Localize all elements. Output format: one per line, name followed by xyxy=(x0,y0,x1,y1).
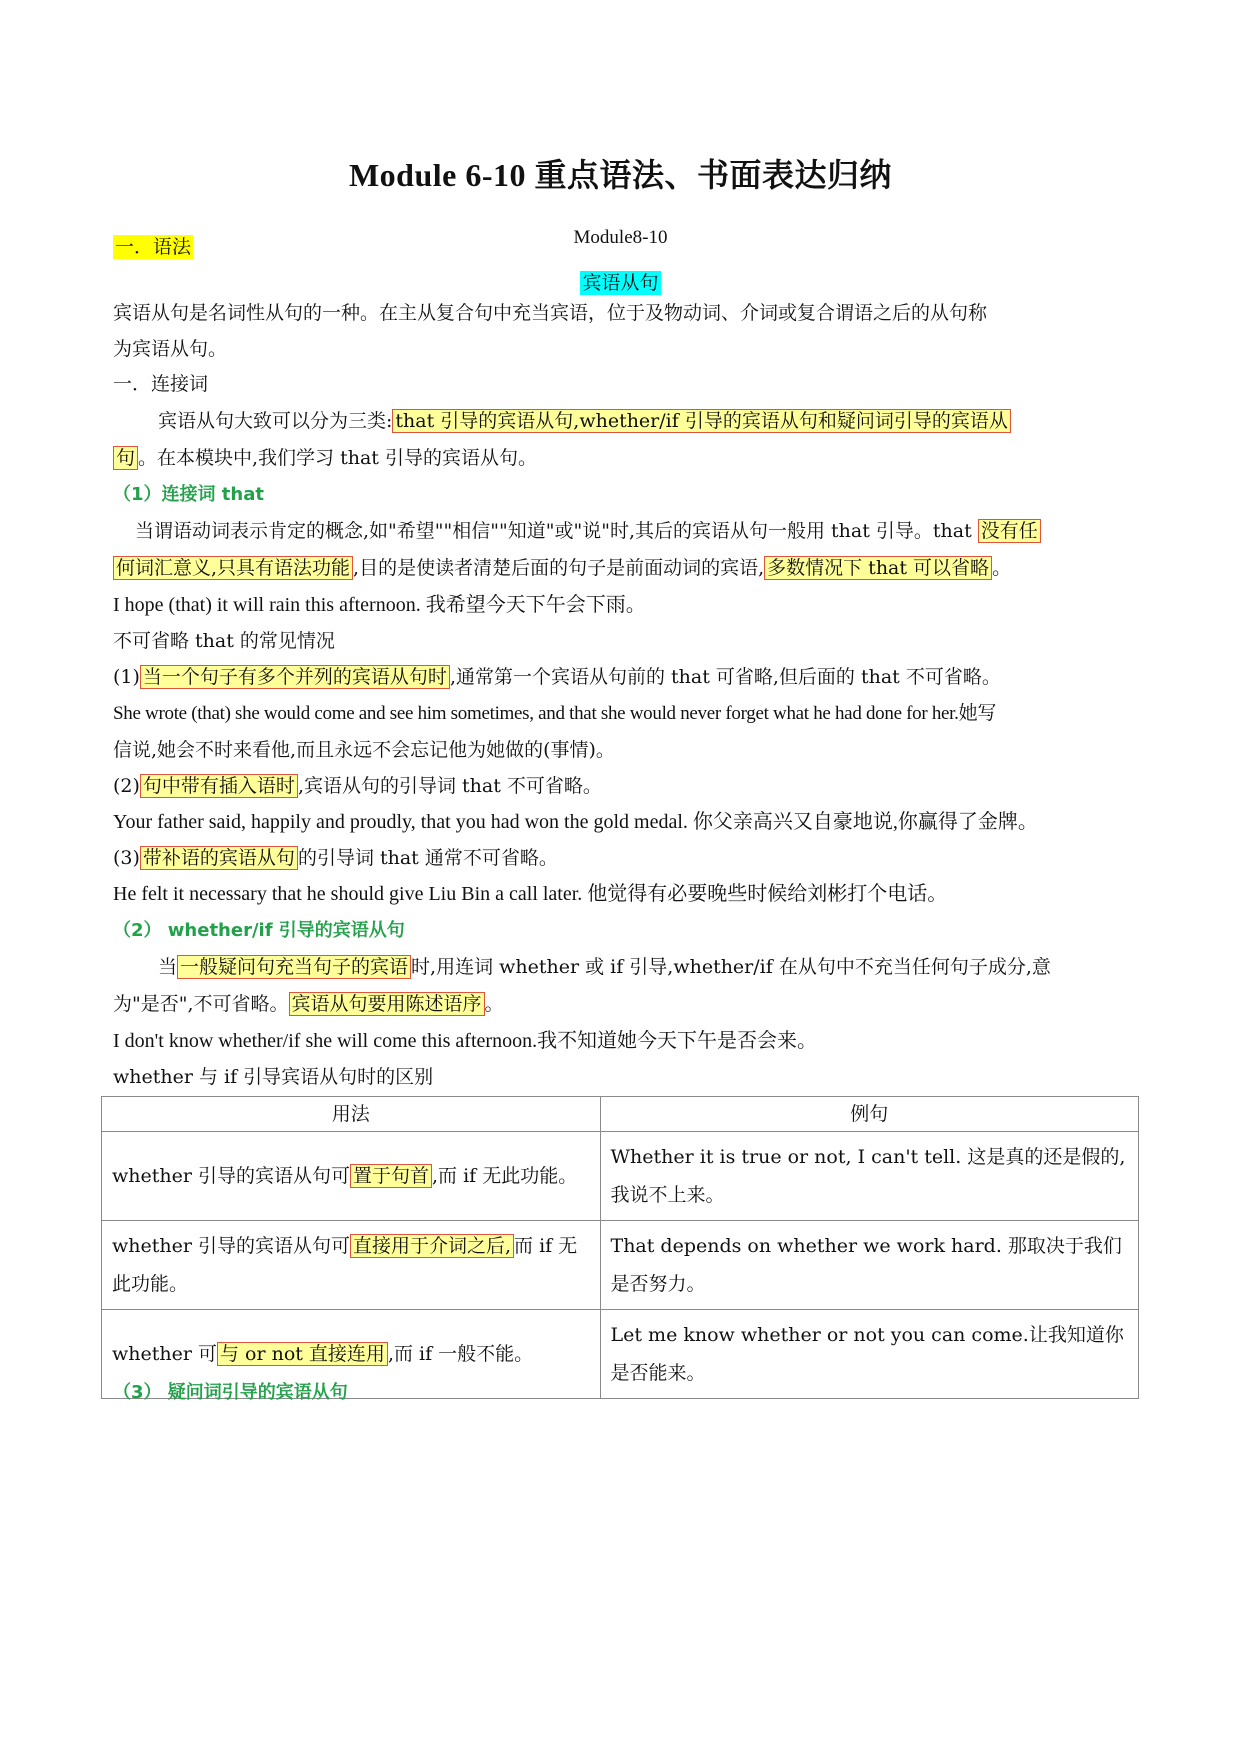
example-cell: Whether it is true or not, I can't tell. 这是真的还是假的,我说不上来。 xyxy=(600,1132,1138,1221)
case1-example-line-2: 信说,她会不时来看他,而且永远不会忘记他为她做的(事情)。 xyxy=(113,739,615,761)
cannot-omit-heading: 不可省略 that 的常见情况 xyxy=(113,630,335,652)
diff-heading: whether 与 if 引导宾语从句时的区别 xyxy=(113,1066,434,1088)
types-line-1: 宾语从句大致可以分为三类: that 引导的宾语从句,whether/if 引导的宾语从句和疑问词引导的宾语从 xyxy=(158,408,1133,434)
sub2-heading: （2） whether/if 引导的宾语从句 xyxy=(113,920,405,941)
sub2-para-line-1: 当 一般疑问句充当句子的宾语 时,用连词 whether 或 if 引导,whether/if 在从句中不充当任何句子成分,意 xyxy=(158,956,1051,978)
highlight-types: that 引导的宾语从句,whether/if 引导的宾语从句和疑问词引导的宾语从 xyxy=(392,409,1010,433)
table-row xyxy=(102,1132,1139,1221)
intro-line-1: 宾语从句是名词性从句的一种。在主从复合句中充当宾语，位于及物动词、介词或复合谓语之后的从句称 xyxy=(113,302,988,324)
case2-example: Your father said, happily and proudly, that you had won the gold medal. 你父亲高兴又自豪地说,你赢得了金牌。 xyxy=(113,811,1038,833)
intro-line-2: 为宾语从句。 xyxy=(113,338,228,360)
table-header-row xyxy=(102,1097,1139,1132)
case3: (3) 带补语的宾语从句 的引导词 that 通常不可省略。 xyxy=(113,847,558,869)
sub3-heading: （3） 疑问词引导的宾语从句 xyxy=(113,1382,348,1403)
sub2-para-line-2: 为"是否",不可省略。 宾语从句要用陈述语序 。 xyxy=(113,993,504,1015)
usage-cell: whether 可 与 or not 直接连用 ,而 if 一般不能。 xyxy=(102,1310,601,1399)
sub1-example: I hope (that) it will rain this afternoon. 我希望今天下午会下雨。 xyxy=(113,594,646,616)
types-line-2: 句 。在本模块中,我们学习 that 引导的宾语从句。 xyxy=(113,445,1133,471)
case1-example-line-1: She wrote (that) she would come and see him sometimes, and that she would never forget what he had done for her.她写 xyxy=(113,703,997,724)
section-heading: 一．语法 xyxy=(115,236,192,258)
sub2-example: I don't know whether/if she will come this afternoon.我不知道她今天下午是否会来。 xyxy=(113,1030,818,1052)
table-header: 例句 xyxy=(600,1097,1138,1132)
example-cell: That depends on whether we work hard. 那取决于我们是否努力。 xyxy=(600,1221,1138,1310)
usage-cell: whether 引导的宾语从句可 直接用于介词之后, 而 if 无此功能。 xyxy=(102,1221,601,1310)
topic-heading: 宾语从句 xyxy=(582,272,659,294)
table-row xyxy=(102,1221,1139,1310)
page-title: Module 6-10 重点语法、书面表达归纳 xyxy=(348,157,893,193)
sub1-heading: （1）连接词 that xyxy=(113,484,264,505)
case3-example: He felt it necessary that he should give Liu Bin a call later. 他觉得有必要晚些时候给刘彬打个电话。 xyxy=(113,883,948,905)
usage-cell: whether 引导的宾语从句可 置于句首 ,而 if 无此功能。 xyxy=(102,1132,601,1221)
case2: (2) 句中带有插入语时 ,宾语从句的引导词 that 不可省略。 xyxy=(113,775,602,797)
case1: (1) 当一个句子有多个并列的宾语从句时 ,通常第一个宾语从句前的 that 可省略,但后面的 that 不可省略。 xyxy=(113,666,1001,688)
page-subtitle: Module8-10 xyxy=(573,227,668,248)
whether-if-table xyxy=(101,1096,1139,1399)
table-header: 用法 xyxy=(102,1097,601,1132)
connector-heading: 一．连接词 xyxy=(113,373,209,395)
sub1-para-line-2: 何词汇意义,只具有语法功能 ,目的是使读者清楚后面的句子是前面动词的宾语, 多数情况下 that 可以省略 。 xyxy=(113,555,1133,581)
example-cell: Let me know whether or not you can come.让我知道你是否能来。 xyxy=(600,1310,1138,1399)
sub1-para-line-1: 当谓语动词表示肯定的概念,如"希望""相信""知道"或"说"时,其后的宾语从句一般用 that 引导。that 没有任 xyxy=(135,518,1155,544)
